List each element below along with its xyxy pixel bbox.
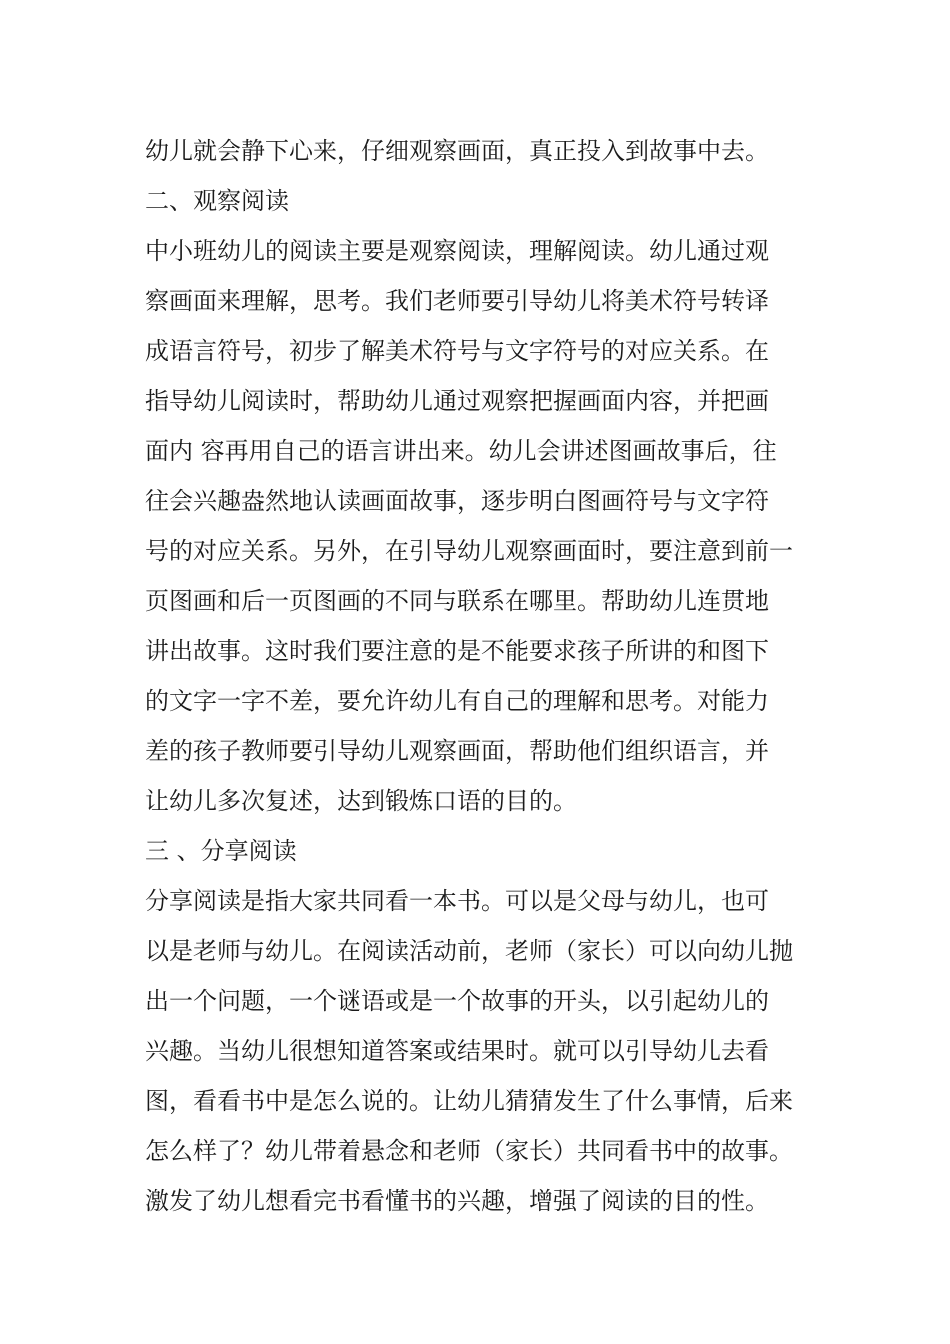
text-line: 往会兴趣盎然地认读画面故事，逐步明白图画符号与文字符 (145, 487, 769, 515)
text-line: 指导幼儿阅读时，帮助幼儿通过观察把握画面内容，并把画 (145, 387, 769, 415)
text-line: 面内 容再用自己的语言讲出来。幼儿会讲述图画故事后，往 (145, 437, 777, 465)
text-line: 让幼儿多次复述，达到锻炼口语的目的。 (145, 787, 577, 815)
text-line: 中小班幼儿的阅读主要是观察阅读，理解阅读。幼儿通过观 (145, 237, 769, 265)
section-heading: 二、观察阅读 (145, 187, 289, 215)
text-line: 怎么样了？幼儿带着悬念和老师（家长）共同看书中的故事。 (145, 1137, 793, 1165)
text-line: 激发了幼儿想看完书看懂书的兴趣，增强了阅读的目的性。 (145, 1187, 769, 1215)
text-line: 成语言符号，初步了解美术符号与文字符号的对应关系。在 (145, 337, 769, 365)
text-line: 以是老师与幼儿。在阅读活动前，老师（家长）可以向幼儿抛 (145, 937, 793, 965)
text-line: 图，看看书中是怎么说的。让幼儿猜猜发生了什么事情，后来 (145, 1087, 793, 1115)
document-body (145, 126, 815, 1226)
text-line: 的文字一字不差，要允许幼儿有自己的理解和思考。对能力 (145, 687, 769, 715)
text-line: 出一个问题，一个谜语或是一个故事的开头，以引起幼儿的 (145, 987, 769, 1015)
text-line: 幼儿就会静下心来，仔细观察画面，真正投入到故事中去。 (145, 137, 769, 165)
section-heading: 三 、分享阅读 (145, 837, 297, 865)
text-line: 讲出故事。这时我们要注意的是不能要求孩子所讲的和图下 (145, 637, 769, 665)
text-line: 兴趣。当幼儿很想知道答案或结果时。就可以引导幼儿去看 (145, 1037, 769, 1065)
text-line: 察画面来理解，思考。我们老师要引导幼儿将美术符号转译 (145, 287, 769, 315)
text-line: 号的对应关系。另外，在引导幼儿观察画面时，要注意到前一 (145, 537, 793, 565)
text-line: 差的孩子教师要引导幼儿观察画面，帮助他们组织语言，并 (145, 737, 769, 765)
text-line: 分享阅读是指大家共同看一本书。可以是父母与幼儿，也可 (145, 887, 769, 915)
text-line: 页图画和后一页图画的不同与联系在哪里。帮助幼儿连贯地 (145, 587, 769, 615)
